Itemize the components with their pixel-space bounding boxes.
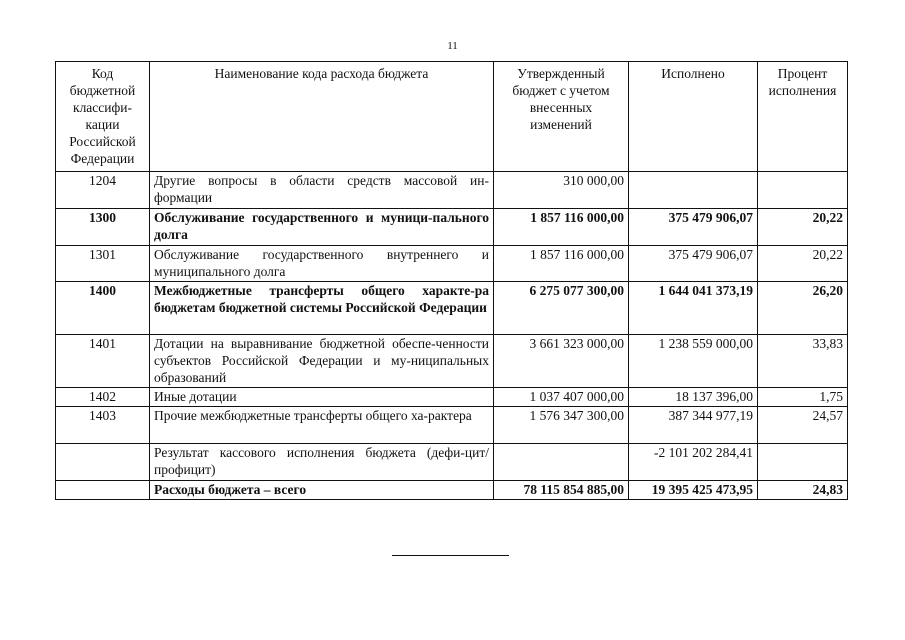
row-name: Результат кассового исполнения бюджета (дефи-цит/профицит) bbox=[150, 444, 494, 481]
row-executed: 387 344 977,19 bbox=[629, 407, 758, 444]
row-code: 1400 bbox=[56, 282, 150, 335]
table-row bbox=[56, 335, 848, 388]
table-row bbox=[56, 172, 848, 209]
row-name: Другие вопросы в области средств массовой ин-формации bbox=[150, 172, 494, 209]
header-code: Код бюджетной классифи-кации Российской Федерации bbox=[56, 62, 150, 172]
row-code: 1301 bbox=[56, 246, 150, 282]
row-name: Обслуживание государственного и муници-пального долга bbox=[150, 209, 494, 246]
row-percent: 24,83 bbox=[758, 481, 848, 500]
table-row bbox=[56, 282, 848, 335]
row-name: Иные дотации bbox=[150, 388, 494, 407]
table-row bbox=[56, 246, 848, 282]
row-approved: 1 857 116 000,00 bbox=[494, 246, 629, 282]
table-row bbox=[56, 444, 848, 481]
row-percent: 20,22 bbox=[758, 209, 848, 246]
row-executed: 375 479 906,07 bbox=[629, 246, 758, 282]
row-percent: 20,22 bbox=[758, 246, 848, 282]
row-code: 1204 bbox=[56, 172, 150, 209]
row-executed: 375 479 906,07 bbox=[629, 209, 758, 246]
row-name: Обслуживание государственного внутреннего и муниципального долга bbox=[150, 246, 494, 282]
row-approved bbox=[494, 444, 629, 481]
row-executed: 1 238 559 000,00 bbox=[629, 335, 758, 388]
row-executed: 18 137 396,00 bbox=[629, 388, 758, 407]
row-executed: -2 101 202 284,41 bbox=[629, 444, 758, 481]
row-approved: 1 576 347 300,00 bbox=[494, 407, 629, 444]
row-executed bbox=[629, 172, 758, 209]
table-row bbox=[56, 209, 848, 246]
row-approved: 3 661 323 000,00 bbox=[494, 335, 629, 388]
page-number: 11 bbox=[447, 40, 458, 52]
row-approved: 6 275 077 300,00 bbox=[494, 282, 629, 335]
row-name: Прочие межбюджетные трансферты общего ха-рактера bbox=[150, 407, 494, 444]
row-percent: 1,75 bbox=[758, 388, 848, 407]
row-code: 1402 bbox=[56, 388, 150, 407]
row-executed: 1 644 041 373,19 bbox=[629, 282, 758, 335]
table-row bbox=[56, 407, 848, 444]
header-executed: Исполнено bbox=[629, 62, 758, 172]
budget-expenditure-table bbox=[55, 61, 848, 500]
row-code: 1300 bbox=[56, 209, 150, 246]
row-name: Расходы бюджета – всего bbox=[150, 481, 494, 500]
row-approved: 78 115 854 885,00 bbox=[494, 481, 629, 500]
row-code bbox=[56, 444, 150, 481]
row-executed: 19 395 425 473,95 bbox=[629, 481, 758, 500]
footnote-separator-line bbox=[392, 555, 509, 556]
row-code bbox=[56, 481, 150, 500]
row-percent bbox=[758, 444, 848, 481]
row-percent bbox=[758, 172, 848, 209]
row-percent: 33,83 bbox=[758, 335, 848, 388]
row-percent: 26,20 bbox=[758, 282, 848, 335]
row-approved: 310 000,00 bbox=[494, 172, 629, 209]
row-code: 1403 bbox=[56, 407, 150, 444]
row-code: 1401 bbox=[56, 335, 150, 388]
header-approved: Утвержденный бюджет с учетом внесенных изменений bbox=[494, 62, 629, 172]
row-name: Дотации на выравнивание бюджетной обеспе-ченности субъектов Российской Федерации и му-ниципальных образований bbox=[150, 335, 494, 388]
row-name: Межбюджетные трансферты общего характе-ра бюджетам бюджетной системы Российской Федерации bbox=[150, 282, 494, 335]
header-name: Наименование кода расхода бюджета bbox=[150, 62, 494, 172]
row-percent: 24,57 bbox=[758, 407, 848, 444]
row-approved: 1 857 116 000,00 bbox=[494, 209, 629, 246]
header-percent: Процент исполнения bbox=[758, 62, 848, 172]
row-approved: 1 037 407 000,00 bbox=[494, 388, 629, 407]
table-row bbox=[56, 481, 848, 500]
table-row bbox=[56, 388, 848, 407]
